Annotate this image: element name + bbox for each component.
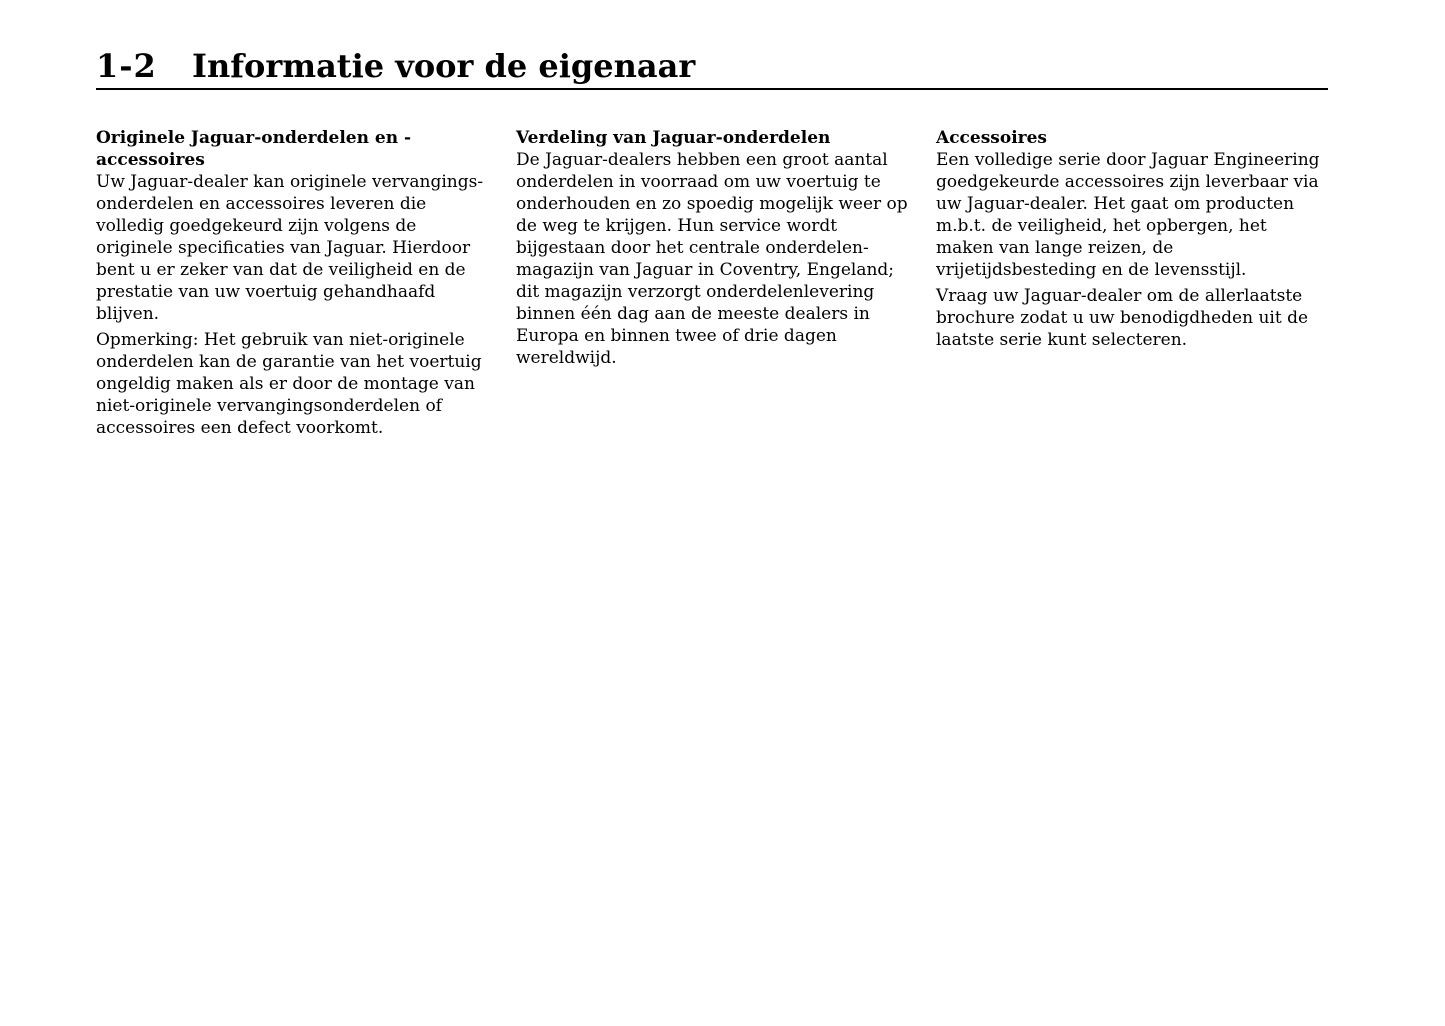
section-number: 1-2 bbox=[96, 47, 157, 85]
page-title: Informatie voor de eigenaar bbox=[192, 47, 696, 85]
column-parts-distribution bbox=[516, 127, 908, 373]
body-paragraph: Vraag uw Jaguar-dealer om de allerlaatste brochure zodat u uw benodigdheden uit de laatste serie kunt selecteren. bbox=[936, 286, 1309, 350]
page-header bbox=[96, 46, 1328, 90]
column-accessories bbox=[936, 127, 1328, 355]
body-paragraph: Een volledige serie door Jaguar Engineering goedgekeurde accessoires zijn leverbaar via uw Jaguar-dealer. Het gaat om producten m.b.t. de veiligheid, het opbergen, het maken van lange reizen, de vrijetijdsbesteding en de levensstijl. bbox=[936, 150, 1320, 280]
section-heading: Originele Jaguar-onderdelen en -accessoires bbox=[96, 128, 412, 170]
section-heading: Accessoires bbox=[936, 128, 1047, 148]
body-paragraph: De Jaguar-dealers hebben een groot aantal onderdelen in voorraad om uw voertuig te onderhouden en zo spoedig mogelijk weer op de weg te krijgen. Hun service wordt bijgestaan door het centrale onderdelen-magazijn van Jaguar in Coventry, Engeland; dit magazijn verzorgt onderdelenlevering binnen één dag aan de meeste dealers in Europa en binnen twee of drie dagen wereldwijd. bbox=[516, 150, 908, 368]
section-heading: Verdeling van Jaguar-onderdelen bbox=[516, 128, 831, 148]
column-original-parts bbox=[96, 127, 488, 443]
note-paragraph: Opmerking: Het gebruik van niet-originele onderdelen kan de garantie van het voertuig ongeldig maken als er door de montage van niet-originele vervangingsonderdelen of accessoires een defect voorkomt. bbox=[96, 330, 482, 438]
body-paragraph: Uw Jaguar-dealer kan originele vervangings-onderdelen en accessoires leveren die volledig goedgekeurd zijn volgens de originele specificaties van Jaguar. Hierdoor bent u er zeker van dat de veiligheid en de prestatie van uw voertuig gehandhaafd blijven. bbox=[96, 172, 484, 324]
